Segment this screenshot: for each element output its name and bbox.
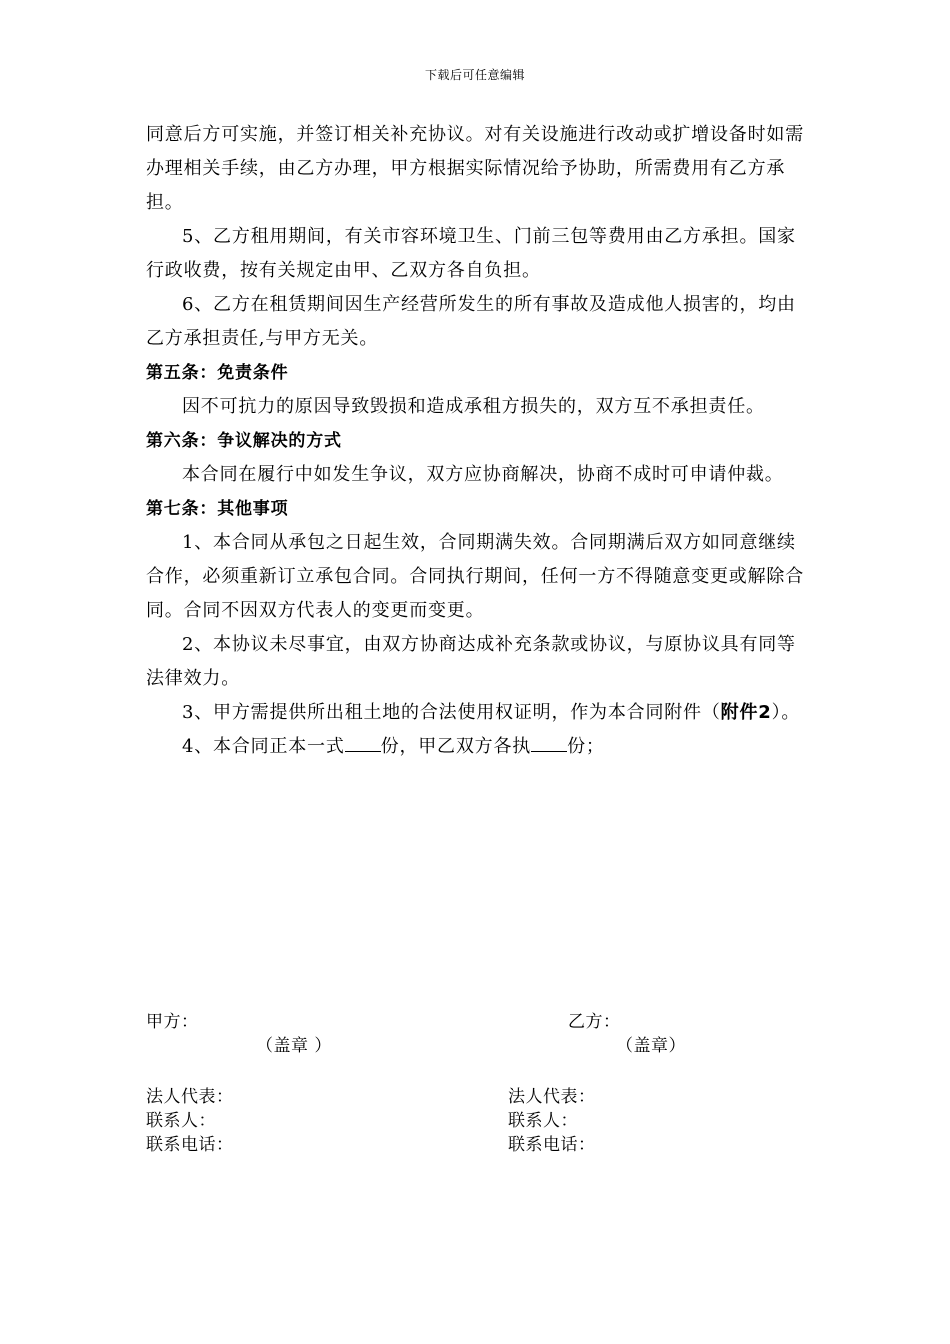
article-7-item-1: 1、本合同从承包之日起生效，合同期满失效。合同期满后双方如同意继续合作，必须重新订立承包合同。合同执行期间，任何一方不得随意变更或解除合同。合同不因双方代表人的变更而变更。 — [146, 532, 804, 621]
article-6-text: 本合同在履行中如发生争议，双方应协商解决，协商不成时可申请仲裁。 — [182, 464, 784, 485]
clause-5: 5、乙方租用期间，有关市容环境卫生、门前三包等费用由乙方承担。国家行政收费，按有关规定由甲、乙双方各自负担。 — [146, 226, 796, 281]
article-5-text: 因不可抗力的原因导致毁损和造成承租方损失的，双方互不承担责任。 — [182, 396, 765, 417]
item-4-text-b: 份，甲乙双方各执 — [380, 736, 532, 757]
party-a-label: 甲方： — [146, 1012, 199, 1032]
page-header: 下载后可任意编辑 — [424, 68, 525, 82]
article-7-item-4 — [146, 730, 806, 764]
article-6-heading: 第六条：争议解决的方式 — [146, 431, 342, 451]
party-b-rep: 法人代表： — [508, 1087, 596, 1107]
party-b-contact: 联系人： — [508, 1111, 578, 1131]
each-copies-blank[interactable] — [531, 733, 567, 752]
item-3-close: ）。 — [771, 702, 801, 723]
party-b-seal: （盖章） — [616, 1036, 686, 1056]
party-a-rep: 法人代表： — [146, 1087, 234, 1107]
article-7-item-3 — [146, 696, 806, 730]
party-a-phone: 联系电话： — [146, 1135, 234, 1155]
item-4-text-a: 4、本合同正本一式 — [182, 736, 345, 757]
article-7-item-2: 2、本协议未尽事宜，由双方协商达成补充条款或协议，与原协议具有同等法律效力。 — [146, 634, 796, 689]
attachment-ref: 附件2 — [720, 702, 772, 723]
article-5-heading: 第五条：免责条件 — [146, 363, 289, 383]
copies-blank[interactable] — [345, 733, 381, 752]
paragraph-continuation: 同意后方可实施，并签订相关补充协议。对有关设施进行改动或扩增设备时如需办理相关手续，由乙方办理，甲方根据实际情况给予协助，所需费用有乙方承担。 — [146, 124, 804, 213]
item-4-text-c: 份； — [567, 736, 605, 757]
party-b-label: 乙方： — [568, 1012, 621, 1032]
party-a-seal: （盖章 ） — [256, 1036, 332, 1056]
article-7-heading: 第七条：其他事项 — [146, 499, 289, 519]
contract-body — [146, 118, 806, 764]
party-a-contact: 联系人： — [146, 1111, 216, 1131]
party-b-phone: 联系电话： — [508, 1135, 596, 1155]
clause-6: 6、乙方在租赁期间因生产经营所发生的所有事故及造成他人损害的，均由乙方承担责任,与甲方无关。 — [146, 294, 796, 349]
item-3-text: 3、甲方需提供所出租土地的合法使用权证明，作为本合同附件（ — [182, 702, 721, 723]
